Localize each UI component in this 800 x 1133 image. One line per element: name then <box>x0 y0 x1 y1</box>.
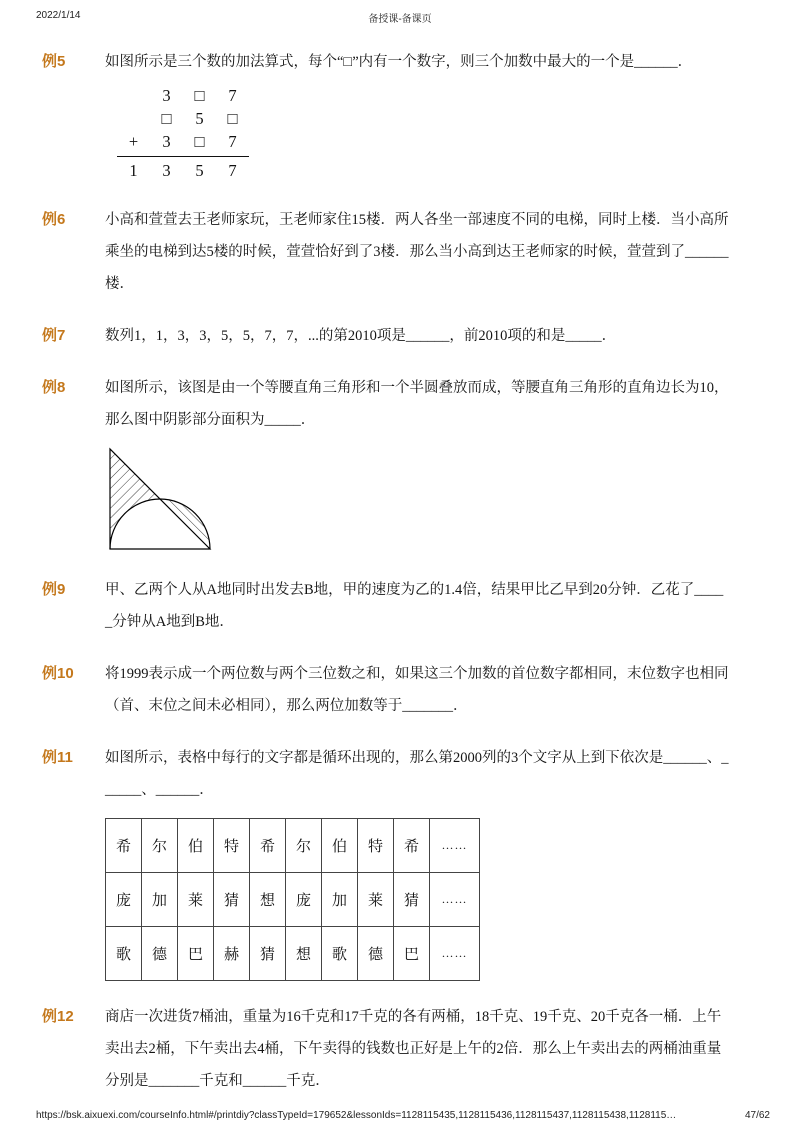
example-6 <box>42 204 730 300</box>
example-label: 例8 <box>42 379 66 396</box>
addition-cell: 5 <box>195 161 204 180</box>
example-8 <box>42 372 730 554</box>
addition-cell <box>117 84 150 107</box>
example-label: 例9 <box>42 581 66 598</box>
example-text: 商店一次进货7桶油，重量为16千克和17千克的各有两桶，18千克、19千克、20千克各一桶．上午卖出去2桶，下午卖出去4桶，下午卖得的钱数也正好是上午的2倍．那么上午卖出去的两桶油重量分别是_______千克和______千克． <box>105 1009 722 1089</box>
table-cell: 赫 <box>214 927 250 981</box>
table-cell: 伯 <box>178 819 214 873</box>
table-cell: 希 <box>106 819 142 873</box>
table-cell: 猜 <box>394 873 430 927</box>
table-cell: 猜 <box>250 927 286 981</box>
table-cell: 伯 <box>322 819 358 873</box>
example-text: 甲、乙两个人从A地同时出发去B地，甲的速度为乙的1.4倍，结果甲比乙早到20分钟．乙花了_____分钟从A地到B地． <box>105 582 724 630</box>
example-body <box>105 742 730 981</box>
example-12 <box>42 1001 730 1097</box>
addition-cell: 7 <box>228 86 237 105</box>
table-cell: 德 <box>142 927 178 981</box>
example-text: 数列1，1，3，3，5，5，7，7，...的第2010项是______，前2010项的和是_____． <box>105 328 617 344</box>
addition-cell: 7 <box>228 132 237 151</box>
page-header <box>36 10 764 26</box>
addition-cell: □ <box>194 86 205 105</box>
triangle-semicircle-figure <box>105 444 219 554</box>
example-body <box>105 320 730 352</box>
addition-row <box>117 107 249 130</box>
table-cell: 加 <box>142 873 178 927</box>
table-cell-ellipsis: …… <box>430 927 480 981</box>
addition-cell: □ <box>161 109 172 128</box>
example-10 <box>42 658 730 722</box>
table-cell: 歌 <box>322 927 358 981</box>
addition-rule <box>117 156 249 157</box>
table-cell: 德 <box>358 927 394 981</box>
addition-figure <box>117 84 249 182</box>
example-label: 例5 <box>42 53 66 70</box>
example-body <box>105 46 730 184</box>
table-row <box>106 819 480 873</box>
table-cell: 巴 <box>178 927 214 981</box>
table-cell: 希 <box>394 819 430 873</box>
footer-url: https://bsk.aixuexi.com/courseInfo.html#/printdiy?classTypeId=179652&lessonIds=1128115435,1128115436,1128115437,1128115438,1128115… <box>36 1110 677 1121</box>
addition-cell: 7 <box>228 161 237 180</box>
table-cell: 巴 <box>394 927 430 981</box>
example-9 <box>42 574 730 638</box>
table-cell: 尔 <box>286 819 322 873</box>
addition-cell: □ <box>227 109 238 128</box>
addition-cell <box>117 107 150 130</box>
table-cell-ellipsis: …… <box>430 873 480 927</box>
table-cell: 特 <box>358 819 394 873</box>
example-11 <box>42 742 730 981</box>
table-cell: 特 <box>214 819 250 873</box>
addition-cell: 3 <box>162 161 171 180</box>
table-cell: 想 <box>250 873 286 927</box>
example-text: 如图所示是三个数的加法算式，每个“□”内有一个数字，则三个加数中最大的一个是______． <box>105 54 693 70</box>
example-5 <box>42 46 730 184</box>
addition-result-row <box>117 159 249 182</box>
table-cell: 加 <box>322 873 358 927</box>
header-title: 备授课-备课页 <box>368 14 432 25</box>
table-cell: 莱 <box>358 873 394 927</box>
table-cell: 想 <box>286 927 322 981</box>
addition-row <box>117 84 249 107</box>
example-body <box>105 204 730 300</box>
example-text: 小高和萱萱去王老师家玩，王老师家住15楼．两人各坐一部速度不同的电梯，同时上楼．当小高所乘坐的电梯到达5楼的时候，萱萱恰好到了3楼．那么当小高到达王老师家的时候，萱萱到了______楼． <box>105 212 729 292</box>
table-cell: 尔 <box>142 819 178 873</box>
page-footer <box>36 1110 770 1121</box>
addition-row <box>117 130 249 153</box>
example-body <box>105 574 730 638</box>
table-cell: 庞 <box>286 873 322 927</box>
addition-cell: 3 <box>162 86 171 105</box>
footer-page-number: 47/62 <box>744 1110 770 1121</box>
example-text: 将1999表示成一个两位数与两个三位数之和，如果这三个加数的首位数字都相同，末位数字也相同（首、末位之间未必相同），那么两位加数等于_______． <box>105 666 729 714</box>
addition-cell: 5 <box>195 109 204 128</box>
table-row <box>106 927 480 981</box>
example-body <box>105 658 730 722</box>
addition-cell: 1 <box>129 161 138 180</box>
addition-cell: □ <box>194 132 205 151</box>
example-text: 如图所示，该图是由一个等腰直角三角形和一个半圆叠放而成，等腰直角三角形的直角边长为10，那么图中阴影部分面积为_____． <box>105 380 729 428</box>
example-label: 例10 <box>42 665 74 682</box>
table-cell: 莱 <box>178 873 214 927</box>
table-cell: 猜 <box>214 873 250 927</box>
table-cell-ellipsis: …… <box>430 819 480 873</box>
plus-sign: + <box>128 132 139 151</box>
table-cell: 庞 <box>106 873 142 927</box>
table-cell: 希 <box>250 819 286 873</box>
example-7 <box>42 320 730 352</box>
table-cell: 歌 <box>106 927 142 981</box>
table-row <box>106 873 480 927</box>
header-date: 2022/1/14 <box>36 10 81 21</box>
example-body <box>105 1001 730 1097</box>
addition-cell: 3 <box>162 132 171 151</box>
cycle-table <box>105 818 480 981</box>
example-label: 例6 <box>42 211 66 228</box>
example-label: 例12 <box>42 1008 74 1025</box>
example-text: 如图所示，表格中每行的文字都是循环出现的，那么第2000列的3个文字从上到下依次是______、______、______． <box>105 750 729 798</box>
example-body <box>105 372 730 554</box>
example-label: 例11 <box>42 749 73 766</box>
example-label: 例7 <box>42 327 66 344</box>
